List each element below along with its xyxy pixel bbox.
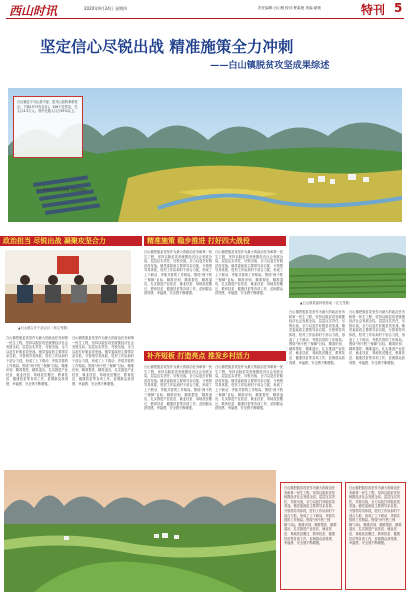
meeting-photo [5, 250, 131, 323]
body-text-col-3: 白山镇把脱贫攻坚作为最大的政治任务和第一民生工程，坚持以脱贫攻坚统揽经济社会发展全局，层层压实责任，尽锐出战，全力以赴打好脱贫攻坚战。镇党委政府主要领导亲自抓，分管领导具体抓，驻村工作队和村干部合力抓，形成了上下联动、齐抓共管的工作格局。围绕“两不愁三保障”目标，精准识别、精准帮扶、精准退出，扎实推进产业扶贫、就业扶贫、易地扶贫搬迁、教育扶贫、健康扶贫等各项工作，贫困群众获得感、幸福感、安全感不断增强。 [144, 250, 212, 296]
landscape-photo [4, 470, 276, 592]
section-heading-3: 补齐短板 打造亮点 推发乡村活力 [144, 351, 286, 361]
section-heading-1: 政治担当 尽锐出战 凝聚攻坚合力 [0, 236, 142, 246]
hero-caption: 白山镇新貌风光美景图（梁宏珍摄） [36, 188, 89, 192]
masthead-rule [6, 18, 404, 19]
sub-headline: ——白山镇脱贫攻坚成果综述 [210, 60, 330, 71]
editor-info: 责任编辑:白山骏 [258, 6, 285, 10]
section-heading-2: 精准施策 稳步推进 打好四大战役 [144, 236, 286, 246]
body-text-col-2: 白山镇把脱贫攻坚作为最大的政治任务和第一民生工程，坚持以脱贫攻坚统揽经济社会发展全局，层层压实责任，尽锐出战，全力以赴打好脱贫攻坚战。镇党委政府主要领导亲自抓，分管领导具体抓，驻村工作队和村干部合力抓，形成了上下联动、齐抓共管的工作格局。围绕“两不愁三保障”目标，精准识别、精准帮扶、精准退出，扎实推进产业扶贫、就业扶贫、易地扶贫搬迁、教育扶贫、健康扶贫等各项工作，贫困群众获得感、幸福感、安全感不断增强。 [72, 336, 134, 386]
special-issue-label: 特刊 [361, 3, 386, 17]
sidebar-box-1: 白山镇把脱贫攻坚作为最大的政治任务和第一民生工程，坚持以脱贫攻坚统揽经济社会发展全局，层层压实责任，尽锐出战，全力以赴打好脱贫攻坚战。镇党委政府主要领导亲自抓，分管领导具体抓，驻村工作队和村干部合力抓，形成了上下联动、齐抓共管的工作格局。围绕“两不愁三保障”目标，精准识别、精准帮扶、精准退出，扎实推进产业扶贫、就业扶贫、易地扶贫搬迁、教育扶贫、健康扶贫等各项工作，贫困群众获得感、幸福感、安全感不断增强。 [280, 482, 342, 590]
sidebar-box-2: 白山镇把脱贫攻坚作为最大的政治任务和第一民生工程，坚持以脱贫攻坚统揽经济社会发展全局，层层压实责任，尽锐出战，全力以赴打好脱贫攻坚战。镇党委政府主要领导亲自抓，分管领导具体抓，驻村工作队和村干部合力抓，形成了上下联动、齐抓共管的工作格局。围绕“两不愁三保障”目标，精准识别、精准帮扶、精准退出，扎实推进产业扶贫、就业扶贫、易地扶贫搬迁、教育扶贫、健康扶贫等各项工作，贫困群众获得感、幸福感、安全感不断增强。 [345, 482, 406, 590]
body-text-col-1: 白山镇把脱贫攻坚作为最大的政治任务和第一民生工程，坚持以脱贫攻坚统揽经济社会发展全局，层层压实责任，尽锐出战，全力以赴打好脱贫攻坚战。镇党委政府主要领导亲自抓，分管领导具体抓，驻村工作队和村干部合力抓，形成了上下联动、齐抓共管的工作格局。围绕“两不愁三保障”目标，精准识别、精准帮扶、精准退出，扎实推进产业扶贫、就业扶贫、易地扶贫搬迁、教育扶贫、健康扶贫等各项工作，贫困群众获得感、幸福感、安全感不断增强。 [6, 336, 68, 386]
body-text-col-5: 白山镇把脱贫攻坚作为最大的政治任务和第一民生工程，坚持以脱贫攻坚统揽经济社会发展全局，层层压实责任，尽锐出战，全力以赴打好脱贫攻坚战。镇党委政府主要领导亲自抓，分管领导具体抓，驻村工作队和村干部合力抓，形成了上下联动、齐抓共管的工作格局。围绕“两不愁三保障”目标，精准识别、精准帮扶、精准退出，扎实推进产业扶贫、就业扶贫、易地扶贫搬迁、教育扶贫、健康扶贫等各项工作，贫困群众获得感、幸福感、安全感不断增强。 [144, 365, 212, 411]
body-text-col-8: 白山镇把脱贫攻坚作为最大的政治任务和第一民生工程，坚持以脱贫攻坚统揽经济社会发展全局，层层压实责任，尽锐出战，全力以赴打好脱贫攻坚战。镇党委政府主要领导亲自抓，分管领导具体抓，驻村工作队和村干部合力抓，形成了上下联动、齐抓共管的工作格局。围绕“两不愁三保障”目标，精准识别、精准帮扶、精准退出，扎实推进产业扶贫、就业扶贫、易地扶贫搬迁、教育扶贫、健康扶贫等各项工作，贫困群众获得感、幸福感、安全感不断增强。 [349, 310, 405, 365]
meeting-caption: ▲白山镇召开干部会议（杨文秀摄） [18, 326, 70, 330]
issue-date: 2020年9月24日 星期四 [84, 6, 128, 11]
proof-info: 校对:曹素艳 美编:翟敏 [285, 6, 321, 10]
intro-box: 白山镇位于马山县中部，是马山县的革命老区。下辖15个村(社区)，106个自然屯，总人口4.5万人。其中壮族人口占95%以上。 [13, 96, 83, 158]
body-text-col-4: 白山镇把脱贫攻坚作为最大的政治任务和第一民生工程，坚持以脱贫攻坚统揽经济社会发展全局，层层压实责任，尽锐出战，全力以赴打好脱贫攻坚战。镇党委政府主要领导亲自抓，分管领导具体抓，驻村工作队和村干部合力抓，形成了上下联动、齐抓共管的工作格局。围绕“两不愁三保障”目标，精准识别、精准帮扶、精准退出，扎实推进产业扶贫、就业扶贫、易地扶贫搬迁、教育扶贫、健康扶贫等各项工作，贫困群众获得感、幸福感、安全感不断增强。 [215, 250, 283, 296]
orchard-photo [289, 236, 406, 298]
main-headline: 坚定信心尽锐出战 精准施策全力冲刺 [40, 38, 294, 56]
body-text-col-7: 白山镇把脱贫攻坚作为最大的政治任务和第一民生工程，坚持以脱贫攻坚统揽经济社会发展全局，层层压实责任，尽锐出战，全力以赴打好脱贫攻坚战。镇党委政府主要领导亲自抓，分管领导具体抓，驻村工作队和村干部合力抓，形成了上下联动、齐抓共管的工作格局。围绕“两不愁三保障”目标，精准识别、精准帮扶、精准退出，扎实推进产业扶贫、就业扶贫、易地扶贫搬迁、教育扶贫、健康扶贫等各项工作，贫困群众获得感、幸福感、安全感不断增强。 [289, 310, 345, 365]
svg-text:西山时讯: 西山时讯 [9, 4, 58, 18]
body-text-col-6: 白山镇把脱贫攻坚作为最大的政治任务和第一民生工程，坚持以脱贫攻坚统揽经济社会发展全局，层层压实责任，尽锐出战，全力以赴打好脱贫攻坚战。镇党委政府主要领导亲自抓，分管领导具体抓，驻村工作队和村干部合力抓，形成了上下联动、齐抓共管的工作格局。围绕“两不愁三保障”目标，精准识别、精准帮扶、精准退出，扎实推进产业扶贫、就业扶贫、易地扶贫搬迁、教育扶贫、健康扶贫等各项工作，贫困群众获得感、幸福感、安全感不断增强。 [215, 365, 283, 411]
page-number: 5 [394, 1, 403, 15]
newspaper-logo [8, 3, 58, 18]
orchard-caption: ▲白山镇果蔬种植基地（农文烈摄） [300, 301, 352, 305]
